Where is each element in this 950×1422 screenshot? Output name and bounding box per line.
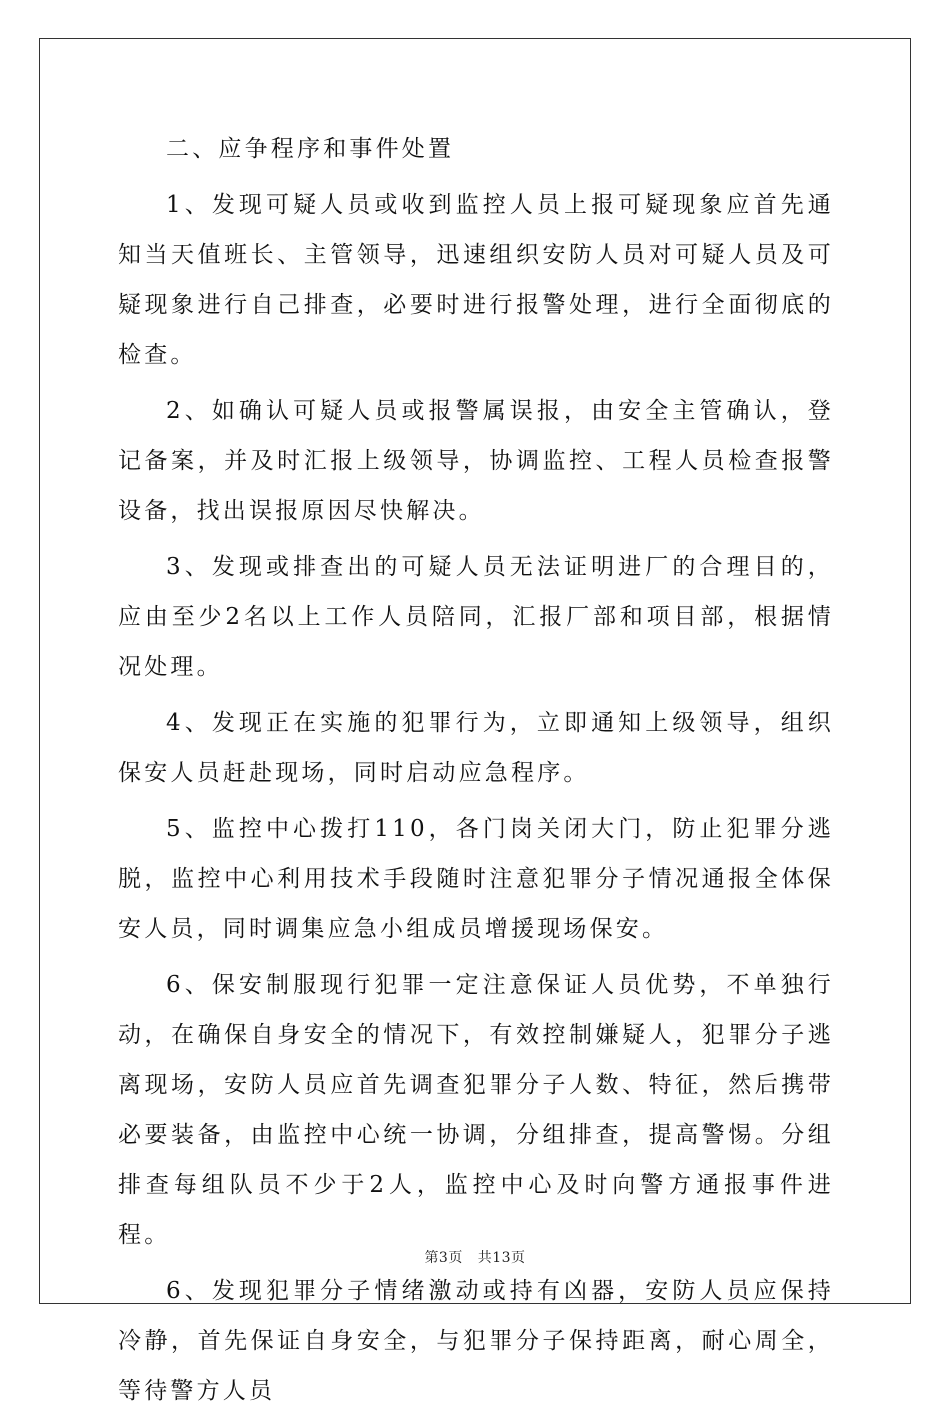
document-body xyxy=(118,124,834,1422)
paragraph-1: 1、发现可疑人员或收到监控人员上报可疑现象应首先通知当天值班长、主管领导，迅速组织安防人员对可疑人员及可疑现象进行自己排查，必要时进行报警处理，进行全面彻底的检查。 xyxy=(118,192,834,368)
paragraph-7: 6、发现犯罪分子情绪激动或持有凶器，安防人员应保持冷静，首先保证自身安全，与犯罪分子保持距离，耐心周全，等待警方人员 xyxy=(118,1278,834,1404)
paragraph-6: 6、保安制服现行犯罪一定注意保证人员优势，不单独行动，在确保自身安全的情况下，有效控制嫌疑人，犯罪分子逃离现场，安防人员应首先调查犯罪分子人数、特征，然后携带必要装备，由监控中心统一协调，分组排查，提高警惕。分组排查每组队员不少于2人，监控中心及时向警方通报事件进程。 xyxy=(118,972,834,1248)
paragraph-2: 2、如确认可疑人员或报警属误报，由安全主管确认，登记备案，并及时汇报上级领导，协调监控、工程人员检查报警设备，找出误报原因尽快解决。 xyxy=(118,398,834,524)
page-footer xyxy=(0,1247,950,1267)
page-total: 共13页 xyxy=(477,1250,526,1266)
paragraph-5: 5、监控中心拨打110，各门岗关闭大门，防止犯罪分逃脱，监控中心利用技术手段随时注意犯罪分子情况通报全体保安人员，同时调集应急小组成员增援现场保安。 xyxy=(118,816,834,942)
section-heading: 二、应争程序和事件处置 xyxy=(166,136,455,162)
paragraph-4: 4、发现正在实施的犯罪行为，立即通知上级领导，组织保安人员赶赴现场，同时启动应急程序。 xyxy=(118,710,834,786)
paragraph-3: 3、发现或排查出的可疑人员无法证明进厂的合理目的，应由至少2名以上工作人员陪同，汇报厂部和项目部，根据情况处理。 xyxy=(118,554,834,680)
page-number: 第3页 xyxy=(424,1250,463,1266)
